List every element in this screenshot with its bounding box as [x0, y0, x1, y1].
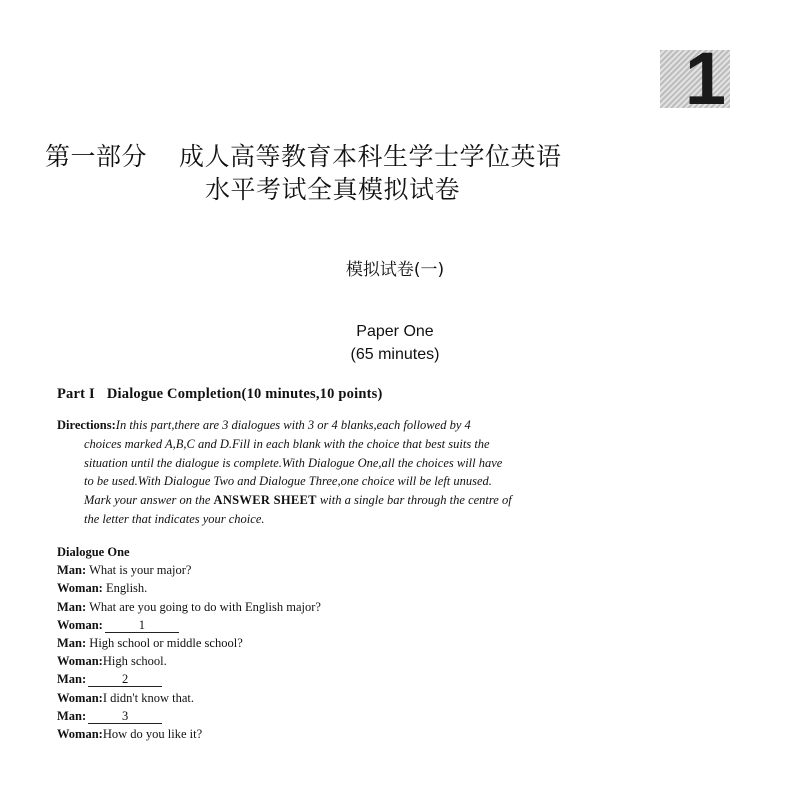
dialogue-one: [57, 543, 657, 743]
utterance: High school or middle school?: [86, 636, 243, 651]
paper-heading: [0, 320, 790, 366]
utterance: How do you like it?: [102, 727, 203, 742]
answer-blank-3: 3: [88, 710, 162, 724]
dialogue-line: [57, 707, 657, 725]
directions-text-2: choices marked A,B,C and D.Fill in each blank with the choice that best suits the: [84, 436, 490, 451]
speaker: Woman:: [57, 581, 103, 596]
speaker: Woman:: [57, 690, 103, 705]
speaker: Man:: [57, 636, 87, 651]
paper-duration: (65 minutes): [350, 346, 440, 363]
dialogue-line: [57, 689, 657, 707]
directions-text-1: In this part,there are 3 dialogues with 3 or 4 blanks,each followed by 4: [115, 418, 471, 432]
directions-paragraph: [57, 416, 742, 529]
speaker: Woman:: [57, 654, 103, 669]
speaker: Woman:: [57, 727, 103, 742]
part-heading: [57, 386, 383, 403]
dialogue-line: [57, 579, 657, 597]
dialogue-line: [57, 652, 657, 670]
dialogue-line: [57, 561, 657, 579]
directions-label: Directions:: [57, 418, 116, 432]
directions-text-5b: with a single bar through the centre of: [316, 493, 512, 508]
utterance: I didn't know that.: [102, 690, 194, 705]
section-title-line1: 成人高等教育本科生学士学位英语: [179, 142, 562, 171]
dialogue-line: [57, 634, 657, 652]
utterance: English.: [102, 581, 148, 596]
directions-text-5a: Mark your answer on the: [84, 493, 214, 508]
chapter-number-badge: [660, 50, 730, 108]
utterance: What are you going to do with English major?: [86, 599, 321, 614]
speaker: Man:: [57, 672, 87, 687]
part-title: Dialogue Completion(10 minutes,10 points): [106, 386, 383, 402]
answer-sheet-emphasis: ANSWER SHEET: [213, 493, 317, 508]
speaker: Man:: [57, 563, 87, 578]
utterance: What is your major?: [86, 563, 192, 578]
directions-text-6: the letter that indicates your choice.: [84, 511, 265, 526]
dialogue-line: [57, 616, 657, 634]
speaker: Woman:: [57, 617, 103, 632]
utterance: High school.: [102, 654, 167, 669]
dialogue-line: [57, 598, 657, 616]
speaker: Man:: [57, 599, 87, 614]
speaker: Man:: [57, 708, 87, 723]
chapter-number: 1: [684, 50, 726, 108]
dialogue-heading: Dialogue One: [57, 545, 130, 559]
paper-name: Paper One: [356, 323, 434, 340]
dialogue-line: [57, 725, 657, 743]
dialogue-line: [57, 670, 657, 688]
part-number: Part I: [57, 386, 95, 402]
answer-blank-2: 2: [88, 673, 162, 687]
answer-blank-1: 1: [105, 619, 179, 633]
section-part-label: 第一部分: [45, 142, 148, 171]
section-title-line2: 水平考试全真模拟试卷: [205, 175, 461, 204]
section-title: [45, 140, 745, 206]
directions-text-4: to be used.With Dialogue Two and Dialogue Three,one choice will be left unused.: [84, 474, 492, 489]
exam-subtitle: 模拟试卷(一): [345, 260, 445, 280]
directions-text-3: situation until the dialogue is complete.With Dialogue One,all the choices will have: [84, 455, 503, 470]
